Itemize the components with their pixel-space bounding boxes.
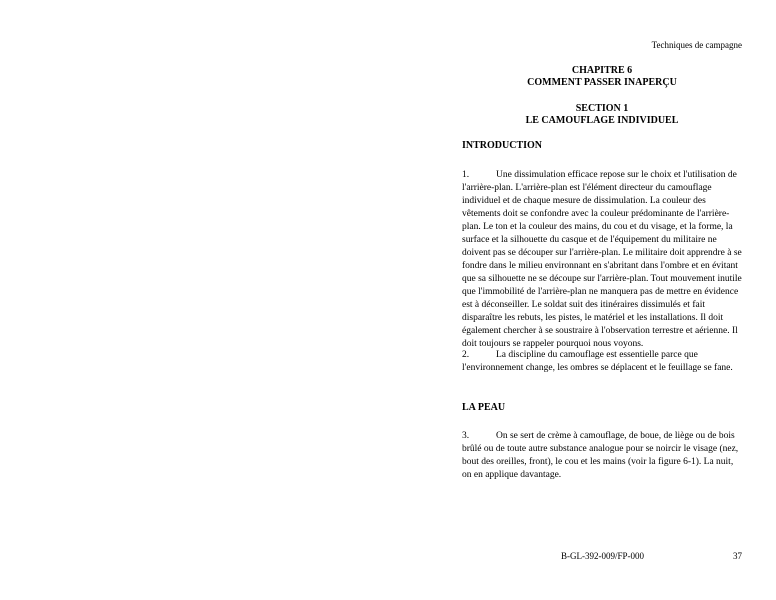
paragraph-number: 3. [462, 431, 470, 441]
chapter-heading [462, 65, 742, 89]
subhead-introduction: INTRODUCTION [462, 140, 543, 151]
running-header: Techniques de campagne [651, 40, 742, 50]
section-title: LE CAMOUFLAGE INDIVIDUEL [525, 115, 679, 126]
paragraph-number: 2. [462, 350, 470, 360]
paragraph-3 [462, 430, 744, 482]
paragraph-text: On se sert de crème à camouflage, de boue, de liège ou de bois brûlé ou de toute autre substance analogue pour se noircir le visage (nez, bout des oreilles, front), le cou et les mains (voir la figure 6-1). La nuit, on en applique davantage. [462, 431, 739, 480]
chapter-number: CHAPITRE 6 [571, 65, 633, 76]
footer-document-code: B-GL-392-009/FP-000 [561, 551, 644, 561]
page-number: 37 [733, 551, 742, 561]
paragraph-number: 1. [462, 170, 470, 180]
section-heading [462, 103, 742, 127]
section-number: SECTION 1 [575, 103, 629, 114]
paragraph-2 [462, 349, 744, 375]
subhead-la-peau: LA PEAU [462, 402, 506, 413]
paragraph-text: Une dissimulation efficace repose sur le choix et l'utilisation de l'arrière-plan. L'arrière-plan est l'élément directeur du camouflage individuel et de chaque mesure de dissimulation. La couleur des vêtements doit se confondre avec la couleur prédominante de l'arrière-plan. Le ton et la couleur des mains, du cou et du visage, et la forme, la surface et la silhouette du casque et de l'équipement du militaire ne doivent pas se découper sur l'arrière-plan. Le militaire doit apprendre à se fondre dans le milieu environnant en s'abritant dans l'ombre et en évitant que sa silhouette ne se découpe sur l'arrière-plan. Tout mouvement inutile que l'immobilité de l'arrière-plan ne manquera pas de mettre en évidence est à déconseiller. Le soldat suit des itinéraires dissimulés et fait disparaître les rebuts, les pistes, le matériel et les installations. Il doit également chercher à se soustraire à l'observation terrestre et aérienne. Il doit toujours se rappeler pourquoi nous voyons. [462, 170, 742, 349]
chapter-title: COMMENT PASSER INAPERÇU [527, 77, 677, 88]
paragraph-1 [462, 169, 744, 351]
paragraph-text: La discipline du camouflage est essentielle parce que l'environnement change, les ombres se déplacent et le feuillage se fane. [462, 350, 733, 373]
